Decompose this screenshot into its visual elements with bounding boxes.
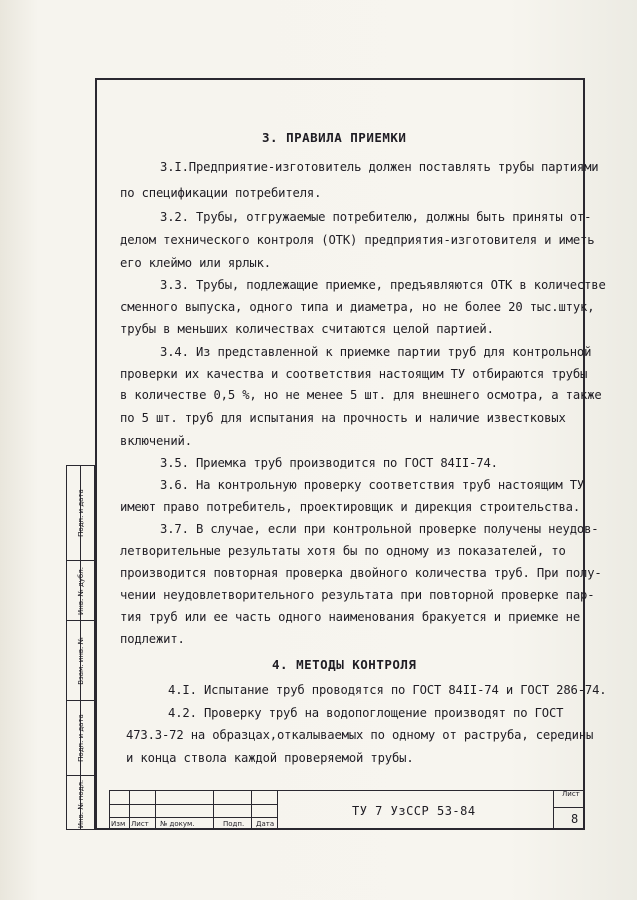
body-line: 4.2. Проверку труб на водопоглощение производят по ГОСТ xyxy=(168,706,564,720)
side-stamp-cell: Инв. № дубл. xyxy=(67,561,94,621)
body-line: в количестве 0,5 %, но не менее 5 шт. для внешнего осмотра, а также xyxy=(120,388,602,402)
body-line: 3.7. В случае, если при контрольной проверке получены неудов- xyxy=(160,522,599,536)
body-line: включений. xyxy=(120,434,192,448)
document-code: ТУ 7 УзССР 53-84 xyxy=(352,804,476,818)
body-line: 4.I. Испытание труб проводятся по ГОСТ 84II-74 и ГОСТ 286-74. xyxy=(168,683,607,697)
body-line: трубы в меньших количествах считаются целой партией. xyxy=(120,322,494,336)
body-line: летворительные результаты хотя бы по одному из показателей, то xyxy=(120,544,566,558)
body-line: 3.I.Предприятие-изготовитель должен поставлять трубы партиями xyxy=(160,160,599,174)
side-stamp-cell: Подп. и дата xyxy=(67,466,94,561)
sheet-label: Лист xyxy=(562,790,580,798)
sheet-number: 8 xyxy=(571,812,579,826)
body-line: его клеймо или ярлык. xyxy=(120,256,271,270)
tb-col-label: № докум. xyxy=(160,820,195,828)
body-line: 3.3. Трубы, подлежащие приемке, предъявляются ОТК в количестве xyxy=(160,278,606,292)
body-line: 3.5. Приемка труб производится по ГОСТ 84II-74. xyxy=(160,456,498,470)
tb-col-label: Дата xyxy=(256,820,275,828)
body-line: сменного выпуска, одного типа и диаметра, но не более 20 тыс.штук, xyxy=(120,300,595,314)
tb-col-label: Лист xyxy=(131,820,149,828)
body-line: имеют право потребитель, проектировщик и дирекция строительства. xyxy=(120,500,580,514)
tb-col-label: Подп. xyxy=(223,820,245,828)
body-line: подлежит. xyxy=(120,632,185,646)
side-stamp xyxy=(66,465,95,830)
body-line: тия труб или ее часть одного наименования бракуется и приемке не xyxy=(120,610,580,624)
body-line: 3.4. Из представленной к приемке партии труб для контрольной xyxy=(160,345,592,359)
side-stamp-cell: Подп. и дата xyxy=(67,701,94,776)
body-line: делом технического контроля (ОТК) предприятия-изготовителя и иметь xyxy=(120,233,595,247)
body-line: чении неудовлетворительного результата при повторной проверке пар- xyxy=(120,588,595,602)
side-stamp-cell: Взам. инв. № xyxy=(67,621,94,701)
body-line: проверки их качества и соответствия настоящим ТУ отбираются трубы xyxy=(120,367,588,381)
body-line: 3.2. Трубы, отгружаемые потребителю, должны быть приняты от- xyxy=(160,210,592,224)
body-line: по 5 шт. труб для испытания на прочность и наличие известковых xyxy=(120,411,566,425)
body-line: 3.6. На контрольную проверку соответствия труб настоящим ТУ xyxy=(160,478,585,492)
side-stamp-cell: Инв. № подл. xyxy=(76,779,85,828)
body-line: и конца ствола каждой проверяемой трубы. xyxy=(126,751,414,765)
tb-col-label: Изм xyxy=(111,820,126,828)
body-line: по спецификации потребителя. xyxy=(120,186,322,200)
section-4-heading: 4. МЕТОДЫ КОНТРОЛЯ xyxy=(272,657,417,672)
section-3-heading: 3. ПРАВИЛА ПРИЕМКИ xyxy=(262,130,407,145)
body-line: производится повторная проверка двойного количества труб. При полу- xyxy=(120,566,602,580)
body-line: 473.3-72 на образцах,откалываемых по одному от раструба, середины xyxy=(126,728,594,742)
